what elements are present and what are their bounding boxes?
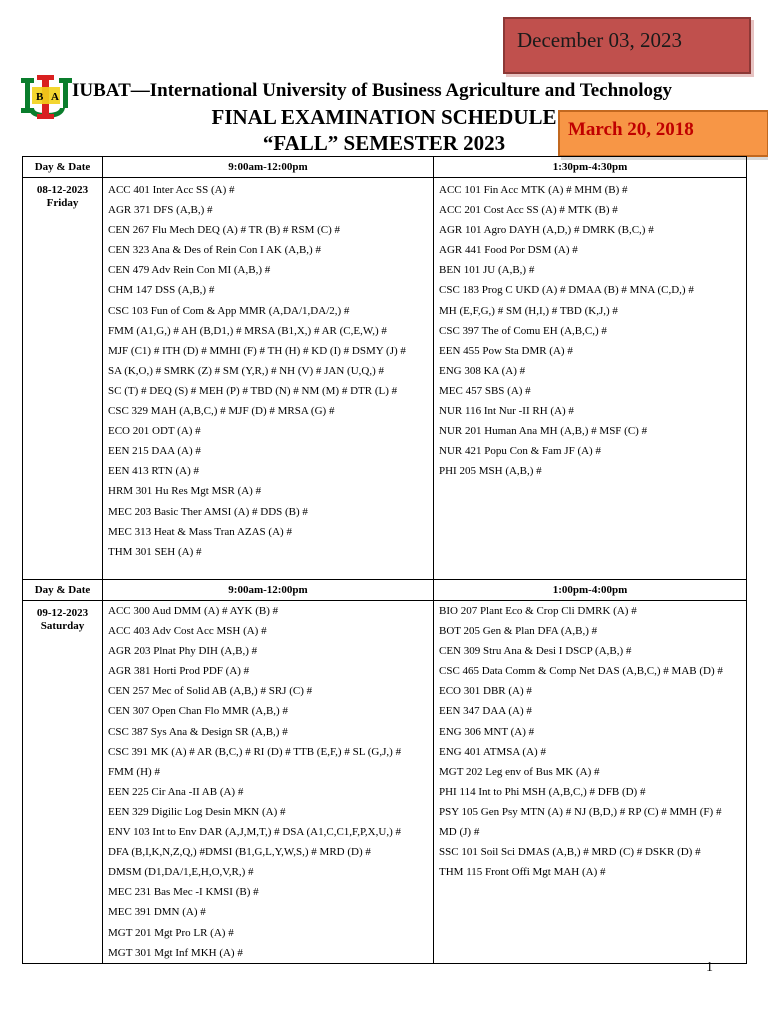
course-entry: THM 115 Front Offi Mgt MAH (A) # [439, 866, 606, 879]
course-entry: CEN 309 Stru Ana & Desi I DSCP (A,B,) # [439, 645, 632, 658]
logo-letter-a: A [51, 91, 59, 103]
course-entry: MEC 391 DMN (A) # [108, 906, 206, 919]
course-entry: CSC 465 Data Comm & Comp Net DAS (A,B,C,) # MAB (D) # [439, 665, 723, 678]
course-entry: MJF (C1) # ITH (D) # MMHI (F) # TH (H) # KD (I) # DSMY (J) # [108, 344, 406, 357]
course-entry: PHI 114 Int to Phi MSH (A,B,C,) # DFB (D) # [439, 785, 646, 798]
course-entry: MGT 201 Mgt Pro LR (A) # [108, 926, 234, 939]
course-entry: EEN 455 Pow Sta DMR (A) # [439, 344, 573, 357]
course-entry: AGR 203 Plnat Phy DIH (A,B,) # [108, 645, 258, 658]
course-entry: CEN 307 Open Chan Flo MMR (A,B,) # [108, 705, 288, 718]
course-entry: MEC 203 Basic Ther AMSI (A) # DDS (B) # [108, 505, 308, 518]
afternoon-course-list [434, 178, 747, 580]
course-entry: HRM 301 Hu Res Mgt MSR (A) # [108, 485, 262, 498]
course-entry: BEN 101 JU (A,B,) # [439, 264, 535, 277]
course-entry: ENV 103 Int to Env DAR (A,J,M,T,) # DSA (A1,C,C1,F,P,X,U,) # [108, 826, 401, 839]
page-number: 1 [706, 960, 713, 975]
second-date-stamp [558, 110, 768, 157]
exam-title: FINAL EXAMINATION SCHEDULE [211, 105, 557, 129]
course-entry: EEN 329 Digilic Log Desin MKN (A) # [108, 805, 286, 818]
course-entry: MEC 457 SBS (A) # [439, 384, 531, 397]
course-entry: MGT 202 Leg env of Bus MK (A) # [439, 765, 600, 778]
course-entry: ACC 401 Inter Acc SS (A) # [108, 184, 235, 196]
morning-course-list [103, 601, 434, 964]
course-entry: CSC 397 The of Comu EH (A,B,C,) # [439, 324, 607, 337]
course-entry: ECO 201 ODT (A) # [108, 425, 201, 438]
afternoon-course-list [434, 601, 747, 964]
course-entry: NUR 116 Int Nur -II RH (A) # [439, 405, 574, 418]
course-entry: FMM (A1,G,) # AH (B,D1,) # MRSA (B1,X,) # AR (C,E,W,) # [108, 324, 387, 337]
course-entry: ENG 401 ATMSA (A) # [439, 745, 546, 758]
course-entry: FMM (H) # [108, 765, 160, 778]
course-entry: NUR 421 Popu Con & Fam JF (A) # [439, 445, 601, 458]
day-cell [23, 601, 103, 964]
table-row [23, 178, 747, 580]
course-entry: ACC 101 Fin Acc MTK (A) # MHM (B) # [439, 184, 628, 196]
course-entry: CSC 103 Fun of Com & App MMR (A,DA/1,DA/2,) # [108, 304, 350, 317]
course-entry: SC (T) # DEQ (S) # MEH (P) # TBD (N) # NM (M) # DTR (L) # [108, 384, 398, 397]
course-entry: CEN 479 Adv Rein Con MI (A,B,) # [108, 264, 271, 277]
day-cell [23, 178, 103, 580]
course-entry: ACC 201 Cost Acc SS (A) # MTK (B) # [439, 204, 618, 217]
exam-date: 09-12-2023 [36, 607, 89, 619]
semester-title: “FALL” SEMESTER 2023 [262, 131, 506, 155]
course-entry: MEC 313 Heat & Mass Tran AZAS (A) # [108, 525, 292, 538]
course-entry: ACC 300 Aud DMM (A) # AYK (B) # [108, 605, 279, 617]
course-entry: CSC 391 MK (A) # AR (B,C,) # RI (D) # TTB (E,F,) # SL (G,J,) # [108, 745, 402, 758]
course-entry: ENG 306 MNT (A) # [439, 725, 535, 738]
course-entry: NUR 201 Human Ana MH (A,B,) # MSF (C) # [439, 425, 648, 438]
course-entry: DFA (B,I,K,N,Z,Q,) #DMSI (B1,G,L,Y,W,S,) # MRD (D) # [108, 846, 371, 859]
course-entry: CEN 267 Flu Mech DEQ (A) # TR (B) # RSM (C) # [108, 224, 341, 237]
course-entry: EEN 215 DAA (A) # [108, 445, 201, 458]
course-entry: EEN 225 Cir Ana -II AB (A) # [108, 785, 244, 798]
university-name: IUBAT—International University of Business Agriculture and Technology [72, 80, 672, 101]
header-afternoon-slot: 1:30pm-4:30pm [434, 157, 747, 178]
logo-letter-b: B [36, 91, 44, 103]
course-entry: SSC 101 Soil Sci DMAS (A,B,) # MRD (C) # DSKR (D) # [439, 846, 701, 859]
course-entry: CHM 147 DSS (A,B,) # [108, 284, 215, 297]
course-entry: ECO 301 DBR (A) # [439, 685, 532, 698]
course-entry: AGR 371 DFS (A,B,) # [108, 204, 213, 217]
exam-weekday: Friday [46, 197, 79, 209]
course-entry: CEN 257 Mec of Solid AB (A,B,) # SRJ (C) # [108, 685, 313, 698]
course-entry: CEN 323 Ana & Des of Rein Con I AK (A,B,) # [108, 244, 321, 257]
course-entry: DMSM (D1,DA/1,E,H,O,V,R,) # [108, 866, 254, 879]
course-entry: AGR 101 Agro DAYH (A,D,) # DMRK (B,C,) # [439, 224, 654, 237]
course-entry: EEN 347 DAA (A) # [439, 705, 532, 718]
course-entry: MGT 301 Mgt Inf MKH (A) # [108, 946, 243, 959]
table-row [23, 601, 747, 964]
course-entry: AGR 441 Food Por DSM (A) # [439, 244, 578, 257]
header-day-date: Day & Date [23, 157, 103, 178]
course-entry: SA (K,O,) # SMRK (Z) # SM (Y,R,) # NH (V) # JAN (U,Q,) # [108, 364, 385, 377]
date-stamp [503, 17, 751, 74]
course-entry: AGR 381 Horti Prod PDF (A) # [108, 665, 250, 678]
second-date-stamp-text: March 20, 2018 [568, 119, 694, 140]
course-entry: EEN 413 RTN (A) # [108, 465, 199, 478]
course-entry: BOT 205 Gen & Plan DFA (A,B,) # [439, 625, 598, 638]
exam-weekday: Saturday [40, 620, 85, 632]
date-stamp-text: December 03, 2023 [517, 28, 683, 52]
course-entry: BIO 207 Plant Eco & Crop Cli DMRK (A) # [439, 605, 637, 617]
course-entry: CSC 387 Sys Ana & Design SR (A,B,) # [108, 725, 288, 738]
header-morning-slot: 9:00am-12:00pm [103, 580, 434, 601]
course-entry: PSY 105 Gen Psy MTN (A) # NJ (B,D,) # RP (C) # MMH (F) # [439, 805, 722, 818]
course-entry: THM 301 SEH (A) # [108, 545, 202, 558]
morning-course-list [103, 178, 434, 580]
course-entry: ENG 308 KA (A) # [439, 364, 526, 377]
header-day-date: Day & Date [23, 580, 103, 601]
exam-schedule-table [22, 156, 747, 964]
course-entry: MD (J) # [439, 826, 480, 839]
header-morning-slot: 9:00am-12:00pm [103, 157, 434, 178]
course-entry: CSC 329 MAH (A,B,C,) # MJF (D) # MRSA (G) # [108, 405, 335, 418]
table-header-row [23, 157, 747, 178]
exam-date: 08-12-2023 [36, 184, 89, 196]
table-header-row [23, 580, 747, 601]
course-entry: MEC 231 Bas Mec -I KMSI (B) # [108, 886, 259, 899]
course-entry: PHI 205 MSH (A,B,) # [439, 465, 542, 478]
header-afternoon-slot: 1:00pm-4:00pm [434, 580, 747, 601]
course-entry: ACC 403 Adv Cost Acc MSH (A) # [108, 625, 267, 638]
course-entry: MH (E,F,G,) # SM (H,I,) # TBD (K,J,) # [439, 304, 618, 317]
course-entry: CSC 183 Prog C UKD (A) # DMAA (B) # MNA (C,D,) # [439, 284, 694, 297]
